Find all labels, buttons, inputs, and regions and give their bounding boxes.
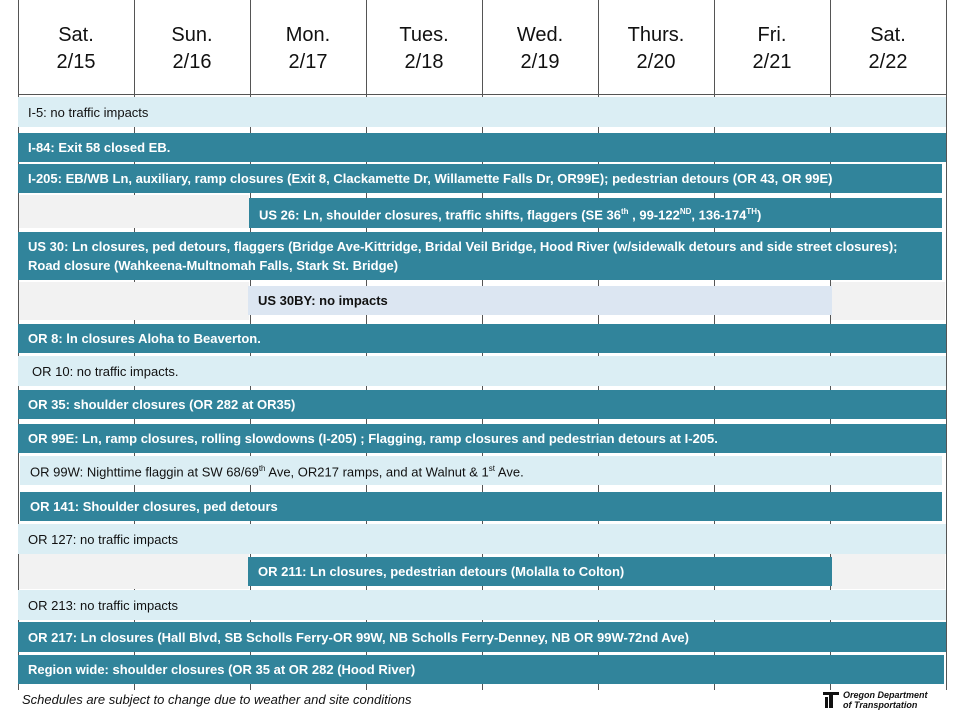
odot-logo: Oregon Department of Transportation: [822, 690, 928, 710]
day-header: Thurs. 2/20: [598, 0, 714, 95]
event-i205: I-205: EB/WB Ln, auxiliary, ramp closures (Exit 8, Clackamette Dr, Willamette Falls Dr, OR99E); pedestrian detours (OR 43, OR 99E): [18, 164, 942, 193]
event-i5: I-5: no traffic impacts: [18, 97, 946, 127]
event-i84: I-84: Exit 58 closed EB.: [18, 133, 946, 162]
event-or213: OR 213: no traffic impacts: [18, 590, 946, 620]
day-header: Tues. 2/18: [366, 0, 482, 95]
event-or99w: OR 99W: Nighttime flaggin at SW 68/69th Ave, OR217 ramps, and at Walnut & 1st Ave.: [20, 456, 942, 485]
event-or141: OR 141: Shoulder closures, ped detours: [20, 492, 942, 521]
event-or211: OR 211: Ln closures, pedestrian detours (Molalla to Colton): [248, 557, 832, 586]
event-us30: US 30: Ln closures, ped detours, flaggers (Bridge Ave-Kittridge, Bridal Veil Bridge, Hood River (w/sidewalk detours and side street closures); Road closure (Wahkeena-Multnomah Falls, Stark St. Bridge): [18, 232, 942, 280]
odot-logo-icon: [822, 690, 840, 710]
event-or8: OR 8: ln closures Aloha to Beaverton.: [18, 324, 946, 353]
event-us26: US 26: Ln, shoulder closures, traffic shifts, flaggers (SE 36th , 99-122ND, 136-174TH): [249, 198, 942, 228]
event-or127: OR 127: no traffic impacts: [18, 524, 946, 554]
event-or35: OR 35: shoulder closures (OR 282 at OR35): [18, 390, 946, 419]
footer-note: Schedules are subject to change due to weather and site conditions: [22, 692, 412, 707]
day-header: Sat. 2/22: [830, 0, 946, 95]
day-header: Mon. 2/17: [250, 0, 366, 95]
day-header: Fri. 2/21: [714, 0, 830, 95]
event-or217: OR 217: Ln closures (Hall Blvd, SB Scholls Ferry-OR 99W, NB Scholls Ferry-Denney, NB OR 99W-72nd Ave): [18, 622, 946, 652]
day-header: Sat. 2/15: [18, 0, 134, 95]
event-region-wide: Region wide: shoulder closures (OR 35 at OR 282 (Hood River): [18, 655, 944, 684]
day-header: Sun. 2/16: [134, 0, 250, 95]
day-header: Wed. 2/19: [482, 0, 598, 95]
event-or99e: OR 99E: Ln, ramp closures, rolling slowdowns (I-205) ; Flagging, ramp closures and pedestrian detours at I-205.: [18, 424, 946, 453]
event-or10: OR 10: no traffic impacts.: [18, 356, 946, 386]
event-us30by: US 30BY: no impacts: [248, 286, 832, 315]
